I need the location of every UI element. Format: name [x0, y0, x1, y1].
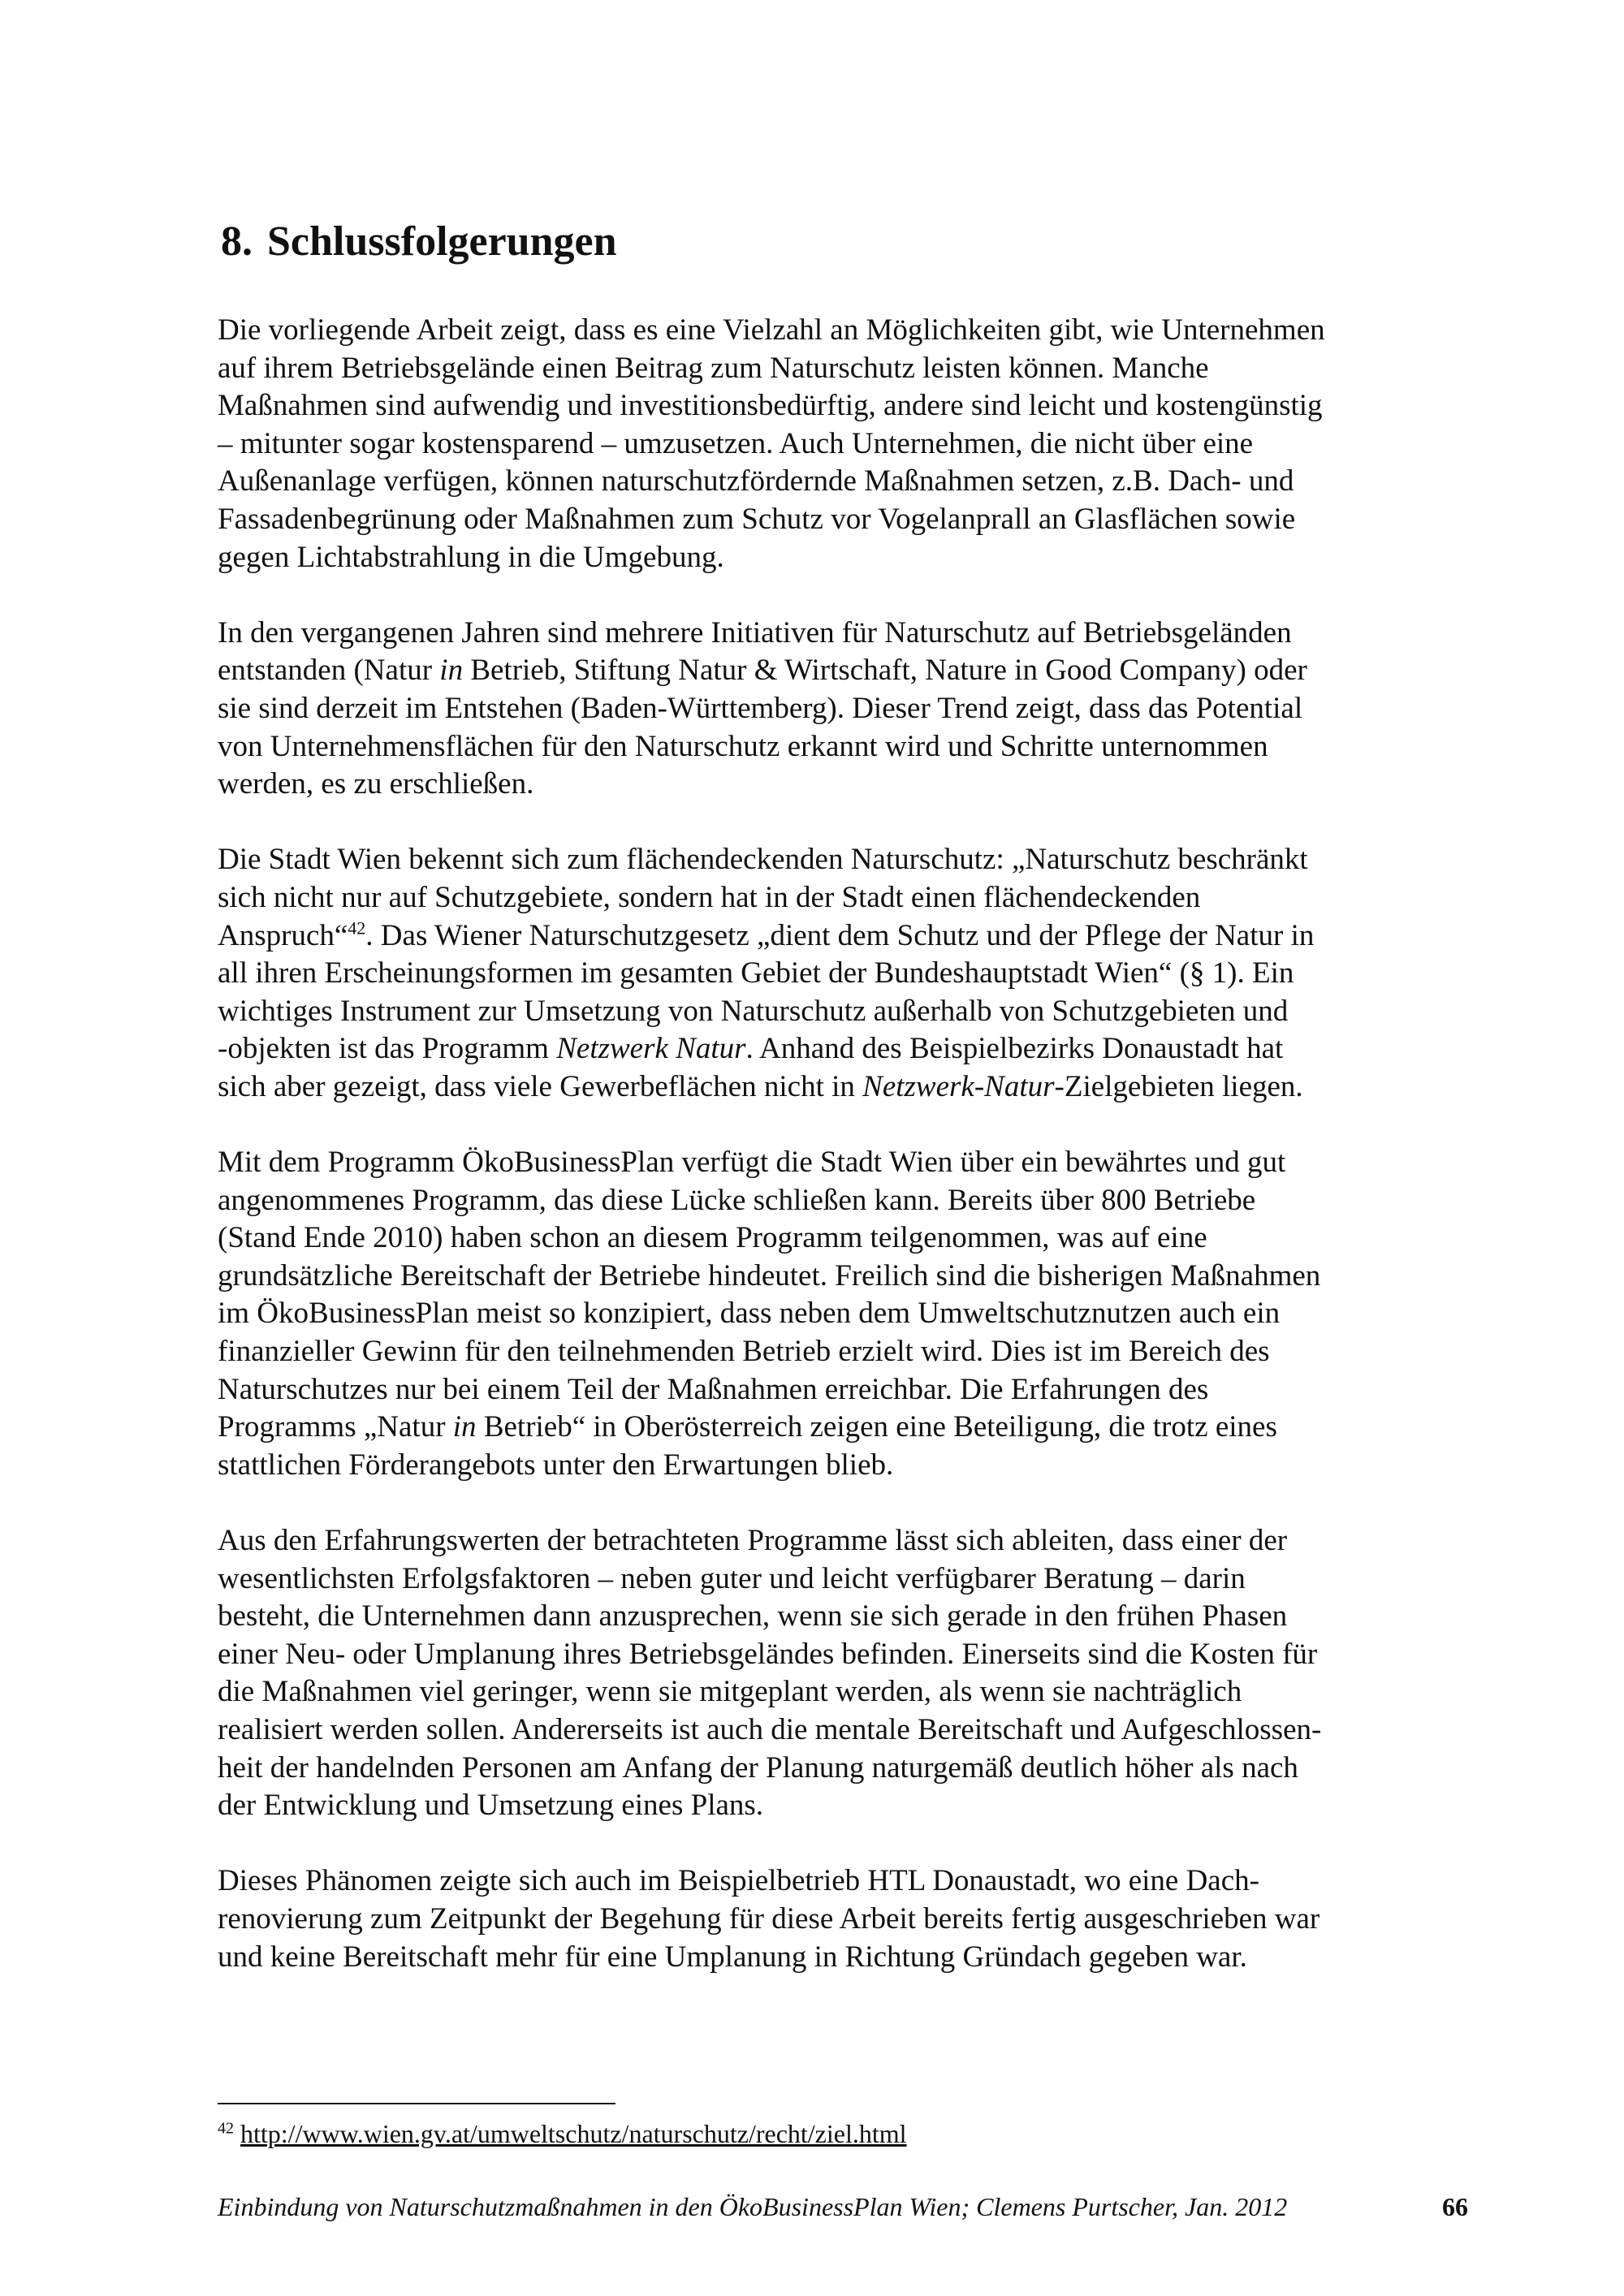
- text-line: – mitunter sogar kostensparend – umzusetzen. Auch Unternehmen, die nicht über eine: [218, 426, 1254, 460]
- paragraph-2: [218, 615, 1452, 804]
- section-title: Schlussfolgerungen: [267, 218, 617, 265]
- text-line: realisiert werden sollen. Andererseits ist auch die mentale Bereitschaft und Aufgeschlossen-: [218, 1712, 1322, 1746]
- text-line: all ihren Erscheinungsformen im gesamten Gebiet der Bundeshauptstadt Wien“ (§ 1). Ein: [218, 956, 1294, 990]
- footnote-separator: [218, 2103, 615, 2104]
- text-line: gegen Lichtabstrahlung in die Umgebung.: [218, 540, 724, 574]
- text-line: Aus den Erfahrungswerten der betrachteten Programme lässt sich ableiten, dass einer der: [218, 1524, 1288, 1557]
- text-line: [218, 652, 1452, 690]
- text-line: wesentlichsten Erfolgsfaktoren – neben guter und leicht verfügbarer Beratung – darin: [218, 1561, 1246, 1595]
- text-line: sich nicht nur auf Schutzgebiete, sondern hat in der Stadt einen flächendeckenden: [218, 880, 1201, 914]
- body-text: [218, 312, 1452, 2014]
- text-segment: -Zielgebieten liegen.: [1054, 1069, 1303, 1103]
- text-line: Die Stadt Wien bekennt sich zum flächendeckenden Naturschutz: „Naturschutz beschränkt: [218, 843, 1308, 877]
- text-line: Maßnahmen sind aufwendig und investitionsbedürftig, andere sind leicht und kostengünstig: [218, 389, 1323, 423]
- text-segment: Anspruch“: [218, 918, 348, 952]
- text-segment: Programms „Natur: [218, 1410, 453, 1444]
- italic-term: in: [452, 1410, 477, 1444]
- text-line: Die vorliegende Arbeit zeigt, dass es eine Vielzahl an Möglichkeiten gibt, wie Unternehmen: [218, 313, 1325, 347]
- text-line: sie sind derzeit im Entstehen (Baden-Württemberg). Dieser Trend zeigt, dass das Potential: [218, 691, 1303, 725]
- text-line: heit der handelnden Personen am Anfang der Planung naturgemäß deutlich höher als nach: [218, 1750, 1298, 1785]
- text-line: wichtiges Instrument zur Umsetzung von Naturschutz außerhalb von Schutzgebieten und: [218, 994, 1289, 1028]
- text-line: finanzieller Gewinn für den teilnehmenden Betrieb erzielt wird. Dies ist im Bereich des: [218, 1335, 1270, 1369]
- text-line: werden, es zu erschließen.: [218, 767, 534, 801]
- text-line: In den vergangenen Jahren sind mehrere Initiativen für Naturschutz auf Betriebsgeländen: [218, 615, 1292, 650]
- paragraph-1: [218, 312, 1452, 576]
- text-line: besteht, die Unternehmen dann anzusprechen, wenn sie sich gerade in den frühen Phasen: [218, 1599, 1288, 1634]
- text-line: stattlichen Förderangebots unter den Erwartungen blieb.: [218, 1448, 894, 1482]
- text-line: grundsätzliche Bereitschaft der Betriebe hindeutet. Freilich sind die bisherigen Maßnahmen: [218, 1258, 1321, 1293]
- text-line: Fassadenbegrünung oder Maßnahmen zum Schutz vor Vogelanprall an Glasflächen sowie: [218, 502, 1296, 536]
- page-footer: [218, 2192, 1468, 2222]
- text-line: renovierung zum Zeitpunkt der Begehung für diese Arbeit bereits fertig ausgeschrieben war: [218, 1901, 1320, 1936]
- paragraph-4: [218, 1144, 1452, 1484]
- paragraph-5: [218, 1522, 1452, 1825]
- footnote-reference[interactable]: 42: [348, 917, 366, 939]
- section-number: 8.: [221, 218, 253, 265]
- footnote-link[interactable]: http://www.wien.gv.at/umweltschutz/naturschutz/recht/ziel.html: [240, 2119, 907, 2148]
- text-line: einer Neu- oder Umplanung ihres Betriebsgeländes befinden. Einerseits sind die Kosten für: [218, 1637, 1318, 1671]
- text-line: [218, 1409, 1452, 1447]
- text-line: [218, 1030, 1452, 1068]
- footer-title: Einbindung von Naturschutzmaßnahmen in den ÖkoBusinessPlan Wien; Clemens Purtscher, Jan. 2012: [218, 2192, 1288, 2221]
- paragraph-6: [218, 1862, 1452, 1976]
- footnote: [218, 2119, 907, 2149]
- text-segment: Betrieb, Stiftung Natur & Wirtschaft, Nature in Good Company) oder: [463, 654, 1307, 688]
- text-segment: sich aber gezeigt, dass viele Gewerbeflächen nicht in: [218, 1069, 863, 1103]
- text-line: Dieses Phänomen zeigte sich auch im Beispielbetrieb HTL Donaustadt, wo eine Dach-: [218, 1864, 1259, 1898]
- text-line: von Unternehmensflächen für den Naturschutz erkannt wird und Schritte unternommen: [218, 729, 1268, 763]
- text-segment: . Das Wiener Naturschutzgesetz „dient dem Schutz und der Pflege der Natur in: [365, 918, 1315, 952]
- text-segment: entstanden (Natur: [218, 654, 440, 688]
- text-line: Naturschutzes nur bei einem Teil der Maßnahmen erreichbar. Die Erfahrungen des: [218, 1372, 1209, 1406]
- text-line: und keine Bereitschaft mehr für eine Umplanung in Richtung Gründach gegeben war.: [218, 1940, 1247, 1974]
- text-line: (Stand Ende 2010) haben schon an diesem Programm teilgenommen, was auf eine: [218, 1221, 1207, 1255]
- footnote-number: 42: [218, 2119, 234, 2138]
- text-line: auf ihrem Betriebsgelände einen Beitrag zum Naturschutz leisten können. Manche: [218, 351, 1209, 385]
- italic-term: Netzwerk Natur: [556, 1032, 746, 1066]
- italic-term: in: [439, 654, 464, 688]
- text-line: [218, 917, 1452, 956]
- text-line: Außenanlage verfügen, können naturschutzfördernde Maßnahmen setzen, z.B. Dach- und: [218, 464, 1294, 498]
- paragraph-3: [218, 841, 1452, 1106]
- italic-term: Netzwerk-Natur: [862, 1069, 1055, 1103]
- text-line: im ÖkoBusinessPlan meist so konzipiert, dass neben dem Umweltschutznutzen auch ein: [218, 1297, 1281, 1331]
- text-line: der Entwicklung und Umsetzung eines Plans.: [218, 1789, 764, 1823]
- text-line: die Maßnahmen viel geringer, wenn sie mitgeplant werden, als wenn sie nachträglich: [218, 1675, 1242, 1709]
- page-number: 66: [1442, 2192, 1468, 2221]
- section-heading: [221, 218, 617, 265]
- text-line: angenommenes Programm, das diese Lücke schließen kann. Bereits über 800 Betriebe: [218, 1183, 1256, 1217]
- text-segment: -objekten ist das Programm: [218, 1032, 557, 1066]
- text-line: Mit dem Programm ÖkoBusinessPlan verfügt die Stadt Wien über ein bewährtes und gut: [218, 1146, 1286, 1180]
- text-segment: Betrieb“ in Oberösterreich zeigen eine Beteiligung, die trotz eines: [476, 1410, 1277, 1444]
- text-line: [218, 1068, 1452, 1107]
- text-segment: . Anhand des Beispielbezirks Donaustadt hat: [745, 1032, 1284, 1066]
